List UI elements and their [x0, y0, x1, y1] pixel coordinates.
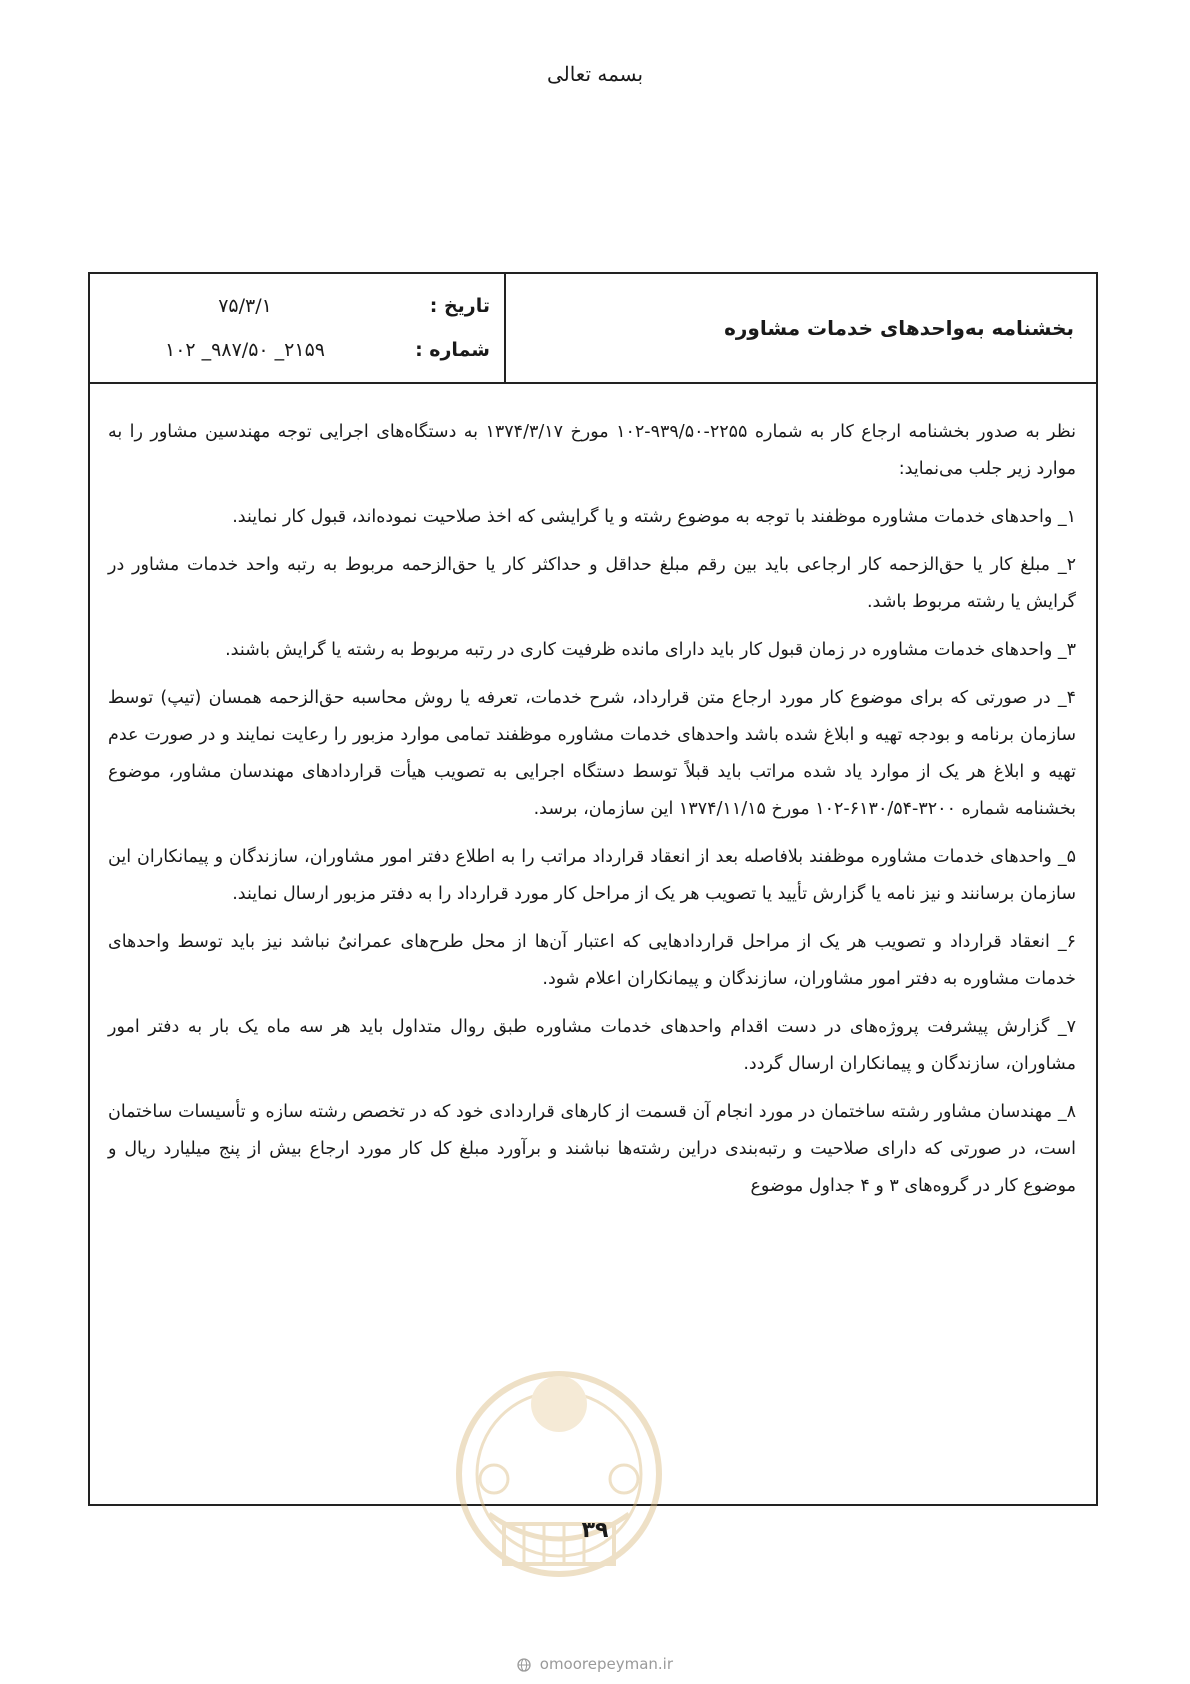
watermark-seal — [449, 1364, 669, 1624]
clause-5: ۵_ واحدهای خدمات مشاوره موظفند بلافاصله بعد از انعقاد قرارداد مراتب را به اطلاع دفتر امور مشاوران، سازندگان و پیمانکاران این سازمان برسانند و نیز نامه یا گزارش تأیید یا تصویب هر یک از مراحل کار مورد قرارداد را به دفتر مزبور ارسال نمایند. — [108, 847, 1076, 904]
clause-7: ۷_ گزارش پیشرفت پروژه‌های در دست اقدام واحدهای خدمات مشاوره طبق روال متداول باید هر سه ماه یک بار به دفتر امور مشاوران، سازندگان و پیمانکاران ارسال گردد. — [108, 1017, 1076, 1074]
header-divider — [504, 274, 506, 382]
intro-paragraph: نظر به صدور بخشنامه ارجاع کار به شماره ۲۲۵۵-۹۳۹/۵۰-۱۰۲ مورخ ۱۳۷۴/۳/۱۷ به دستگاه‌های اجرایی توجه مهندسین مشاور را به موارد زیر جلب می‌نماید: — [108, 422, 1076, 479]
number-line — [100, 332, 490, 368]
clause-2: ۲_ مبلغ کار یا حق‌الزحمه کار ارجاعی باید بین رقم مبلغ حداقل و حداکثر کار یا حق‌الزحمه مربوط به رتبه واحد خدمات مشاور در گرایش یا رشته مربوط باشد. — [108, 555, 1076, 612]
globe-icon — [517, 1658, 531, 1672]
clause-4: ۴_ در صورتی که برای موضوع کار مورد ارجاع متن قرارداد، شرح خدمات، تعرفه یا روش محاسبه حق‌الزحمه همسان (تیپ) توسط سازمان برنامه و بودجه تهیه و ابلاغ شده باشد واحدهای خدمات مشاوره موظفند تمامی موارد مزبور را رعایت نمایند و در صورت عدم تهیه و ابلاغ هر یک از موارد یاد شده مراتب باید قبلاً توسط دستگاه اجرایی به تصویب هیأت قراردادهای مهندسان مشاور، موضوع بخشنامه شماره ۳۲۰۰-۶۱۳۰/۵۴-۱۰۲ مورخ ۱۳۷۴/۱۱/۱۵ این سازمان، برسد. — [108, 688, 1076, 819]
clause-6: ۶_ انعقاد قرارداد و تصویب هر یک از مراحل قراردادهایی که اعتبار آن‌ها از محل طرح‌های عمرانیُ نباشد نیز باید توسط واحدهای خدمات مشاوره به دفتر امور مشاوران، سازندگان و پیمانکاران اعلام شود. — [108, 932, 1076, 989]
letter-header — [90, 274, 1096, 384]
invocation-heading: بسمه تعالی — [546, 62, 644, 86]
date-label: تاریخ : — [429, 295, 490, 317]
letter-body — [108, 414, 1076, 1216]
watermark-site-text: omoorepeyman.ir — [539, 1655, 674, 1673]
page-number: ۳۹ — [581, 1518, 609, 1543]
clause-3: ۳_ واحدهای خدمات مشاوره در زمان قبول کار باید دارای مانده ظرفیت کاری در رتبه مربوط به رشته یا گرایش باشند. — [225, 640, 1076, 660]
watermark-site — [0, 1655, 1190, 1673]
clause-8: ۸_ مهندسان مشاور رشته ساختمان در مورد انجام آن قسمت از کارهای قراردادی خود که در تخصص رشته سازه و تأسیسات ساختمان است، در صورتی که دارای صلاحیت و رتبه‌بندی دراین رشته‌ها نباشند و برآورد مبلغ کل کار مورد ارجاع بیش از پنج میلیارد ریال و موضوع کار در گروه‌های ۳ و ۴ جداول موضوع — [108, 1102, 1076, 1196]
document-frame — [88, 272, 1098, 1506]
date-value: ۷۵/۳/۱ — [218, 295, 272, 317]
letter-meta — [90, 274, 504, 382]
letter-subject: بخشنامه به‌واحدهای خدمات مشاوره — [724, 316, 1074, 340]
date-line — [100, 288, 490, 324]
clause-1: ۱_ واحدهای خدمات مشاوره موظفند با توجه به موضوع رشته و یا گرایشی که اخذ صلاحیت نموده‌اند، قبول کار نمایند. — [232, 507, 1076, 527]
number-label: شماره : — [415, 339, 490, 361]
number-value: ۲۱۵۹_ ۹۸۷/۵۰_ ۱۰۲ — [165, 339, 325, 361]
